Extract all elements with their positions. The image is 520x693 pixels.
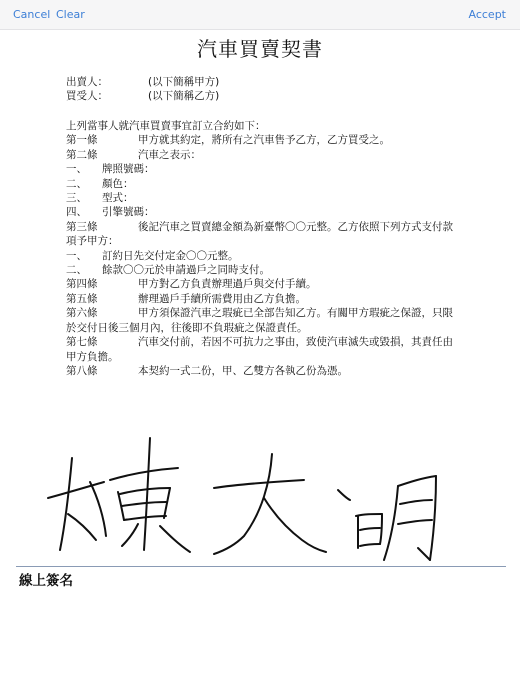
clause-text: 後記汽車之買賣總金額為新臺幣〇〇元整。乙方依照下列方式支付款項予甲方： xyxy=(66,220,453,248)
item-number: 一、 xyxy=(66,249,87,262)
contract-document xyxy=(0,30,520,390)
buyer-value: (以下簡稱乙方) xyxy=(148,90,220,102)
item-number: 三、 xyxy=(66,192,87,205)
handwritten-signature xyxy=(48,438,436,560)
clause-article xyxy=(66,364,456,378)
clause-text: 甲方對乙方負責辦理過戶與交付手續。 xyxy=(138,278,317,291)
clause-item xyxy=(66,263,456,277)
clause-text: 辦理過戶手續所需費用由乙方負擔。 xyxy=(138,292,306,305)
clause-text: 顏色： xyxy=(102,177,134,190)
seller-value: (以下簡稱甲方) xyxy=(148,76,220,88)
clause-article xyxy=(66,277,456,291)
clause-item xyxy=(66,205,456,219)
clause-article xyxy=(66,133,456,147)
clause-intro xyxy=(66,119,456,133)
item-number: 二、 xyxy=(66,177,87,190)
accept-button[interactable]: Accept xyxy=(468,8,506,21)
clause-text: 訂約日先交付定金〇〇元整。 xyxy=(102,249,239,262)
clause-text: 甲方須保證汽車之瑕疵已全部告知乙方。有關甲方瑕疵之保證，只限於交付日後三個月內，往後即不負瑕疵之保證責任。 xyxy=(66,307,453,334)
item-number: 四、 xyxy=(66,206,87,219)
signature-baseline xyxy=(16,566,506,567)
cancel-button[interactable]: Cancel xyxy=(13,8,51,21)
clause-number: 第一條 xyxy=(66,134,98,147)
clause-text: 甲方就其約定，將所有之汽車售予乙方，乙方買受之。 xyxy=(138,134,390,147)
signature-pad[interactable] xyxy=(0,420,520,570)
clause-text: 引擎號碼： xyxy=(102,206,155,219)
clear-button[interactable]: Clear xyxy=(56,8,85,21)
clause-number: 第五條 xyxy=(66,292,98,305)
seller-line xyxy=(66,76,219,89)
clause-text: 汽車交付前，若因不可抗力之事由，致使汽車滅失或毀損，其責任由甲方負擔。 xyxy=(66,336,453,363)
clause-article xyxy=(66,220,456,249)
clause-text: 餘款〇〇元於申請過戶之同時支付。 xyxy=(102,264,270,277)
clause-article xyxy=(66,335,456,364)
clause-item xyxy=(66,162,456,176)
document-title: 汽車買賣契書 xyxy=(197,37,323,61)
clause-item xyxy=(66,191,456,205)
clause-number: 第二條 xyxy=(66,148,98,161)
clause-text: 本契約一式二份，甲、乙雙方各執乙份為憑。 xyxy=(138,364,348,377)
clause-item xyxy=(66,249,456,263)
clause-list xyxy=(66,119,456,378)
clause-article xyxy=(66,148,456,162)
clause-text: 牌照號碼： xyxy=(102,163,155,176)
signature-caption: 線上簽名 xyxy=(19,573,73,589)
clause-number: 第六條 xyxy=(66,307,98,320)
buyer-line xyxy=(66,90,219,103)
clause-article xyxy=(66,306,456,335)
buyer-label: 買受人： xyxy=(66,90,108,102)
clause-item xyxy=(66,177,456,191)
clause-text: 上列當事人就汽車買賣事宜訂立合約如下： xyxy=(66,120,266,132)
clause-text: 型式： xyxy=(102,192,134,205)
clause-text: 汽車之表示： xyxy=(138,148,201,161)
item-number: 二、 xyxy=(66,264,87,277)
item-number: 一、 xyxy=(66,163,87,176)
toolbar xyxy=(0,0,520,30)
seller-label: 出賣人： xyxy=(66,76,108,88)
clause-number: 第八條 xyxy=(66,364,98,377)
clause-number: 第三條 xyxy=(66,220,98,233)
clause-article xyxy=(66,292,456,306)
clause-number: 第四條 xyxy=(66,278,98,291)
clause-number: 第七條 xyxy=(66,336,98,349)
